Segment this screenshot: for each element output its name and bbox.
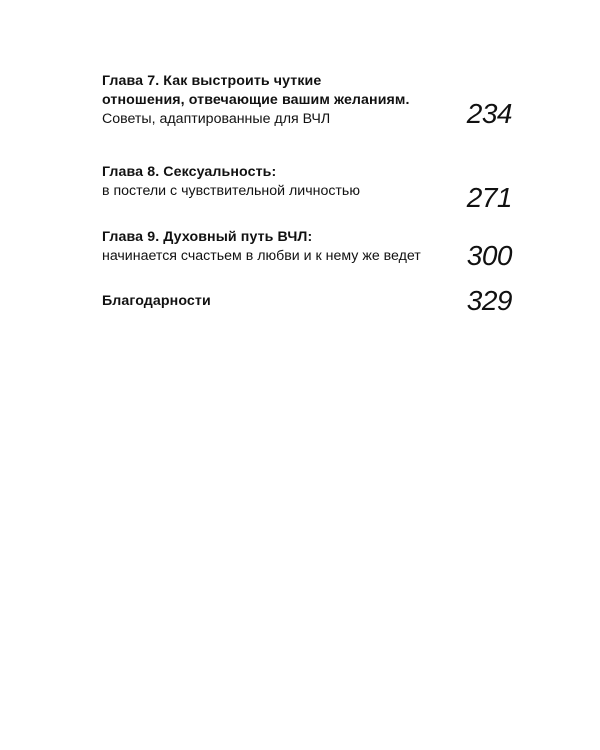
chapter-subtitle: начинается счастьем в любви и к нему же ведет (102, 248, 421, 264)
chapter-title-line: Глава 9. Духовный путь ВЧЛ: (102, 229, 313, 245)
chapter-title-line: отношения, отвечающие вашим желаниям. (102, 92, 410, 108)
page-number: 300 (466, 240, 512, 271)
toc-entry-chapter-7 (102, 72, 522, 163)
table-of-contents (102, 72, 522, 328)
toc-entry-chapter-9 (102, 228, 522, 292)
chapter-subtitle: Советы, адаптированные для ВЧЛ (102, 111, 331, 127)
page-number: 329 (466, 285, 512, 316)
page-number: 271 (466, 182, 512, 213)
chapter-subtitle: в постели с чувствительной личностью (102, 183, 360, 199)
section-title: Благодарности (102, 293, 211, 309)
chapter-title-line: Глава 8. Сексуальность: (102, 164, 277, 180)
toc-entry-chapter-8 (102, 163, 522, 228)
toc-entry-acknowledgements (102, 285, 522, 328)
chapter-title-line: Глава 7. Как выстроить чуткие (102, 73, 322, 89)
page-number: 234 (466, 98, 512, 129)
